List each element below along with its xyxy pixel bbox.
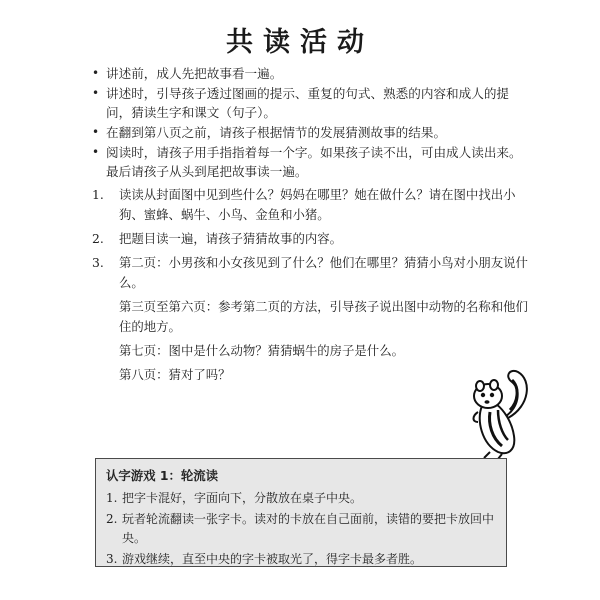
rule-number: 2. xyxy=(106,512,118,526)
tip-item: • 讲述时，引导孩子透过图画的提示、重复的句式、熟悉的内容和成人的提问，猜读生字和课文（句子）。 xyxy=(92,84,522,122)
activity-steps xyxy=(92,185,532,389)
game-rules-list xyxy=(106,489,496,569)
step-number: 1. xyxy=(92,187,104,202)
rule-text: 玩者轮流翻读一张字卡。读对的卡放在自己面前，读错的要把卡放回中央。 xyxy=(122,512,495,545)
game-rule-item xyxy=(106,550,496,569)
sub-step-item: 第七页：图中是什么动物？猜猜蜗牛的房子是什么。 xyxy=(119,343,404,358)
word-game-box xyxy=(95,458,507,567)
step-text: 读读从封面图中见到些什么？妈妈在哪里？她在做什么？请在图中找出小狗、蜜蜂、蜗牛、小鸟、金鱼和小猪。 xyxy=(119,187,516,222)
game-rule-item xyxy=(106,489,496,508)
chipmunk-icon xyxy=(468,360,534,460)
rule-number: 1. xyxy=(106,491,118,505)
step-text: 第二页：小男孩和小女孩见到了什么？他们在哪里？猜猜小鸟对小朋友说什么。 xyxy=(119,255,528,290)
game-rule-item xyxy=(106,510,496,548)
step-item xyxy=(92,229,532,249)
step-item xyxy=(92,185,532,225)
sub-step-item: 第三页至第六页：参考第二页的方法，引导孩子说出图中动物的名称和他们住的地方。 xyxy=(119,299,528,334)
reading-tips-list xyxy=(92,64,522,182)
sub-step-item: 第八页：猜对了吗？ xyxy=(119,367,231,382)
tip-item: • 在翻到第八页之前，请孩子根据情节的发展猜测故事的结果。 xyxy=(92,123,522,142)
tip-item: • 讲述前，成人先把故事看一遍。 xyxy=(92,64,522,83)
step-item xyxy=(92,253,532,293)
step-text: 把题目读一遍，请孩子猜猜故事的内容。 xyxy=(119,231,343,246)
rule-text: 游戏继续，直至中央的字卡被取光了，得字卡最多者胜。 xyxy=(122,552,423,566)
step-number: 3. xyxy=(92,255,104,270)
game-title: 认字游戏 1：轮流读 xyxy=(106,468,219,483)
step-number: 2. xyxy=(92,231,104,246)
rule-text: 把字卡混好，字面向下，分散放在桌子中央。 xyxy=(122,491,363,505)
page-title: 共读活动 xyxy=(226,27,374,58)
rule-number: 3. xyxy=(106,552,118,566)
tip-item: • 阅读时，请孩子用手指指着每一个字。如果孩子读不出，可由成人读出来。最后请孩子从头到尾把故事读一遍。 xyxy=(92,143,522,181)
